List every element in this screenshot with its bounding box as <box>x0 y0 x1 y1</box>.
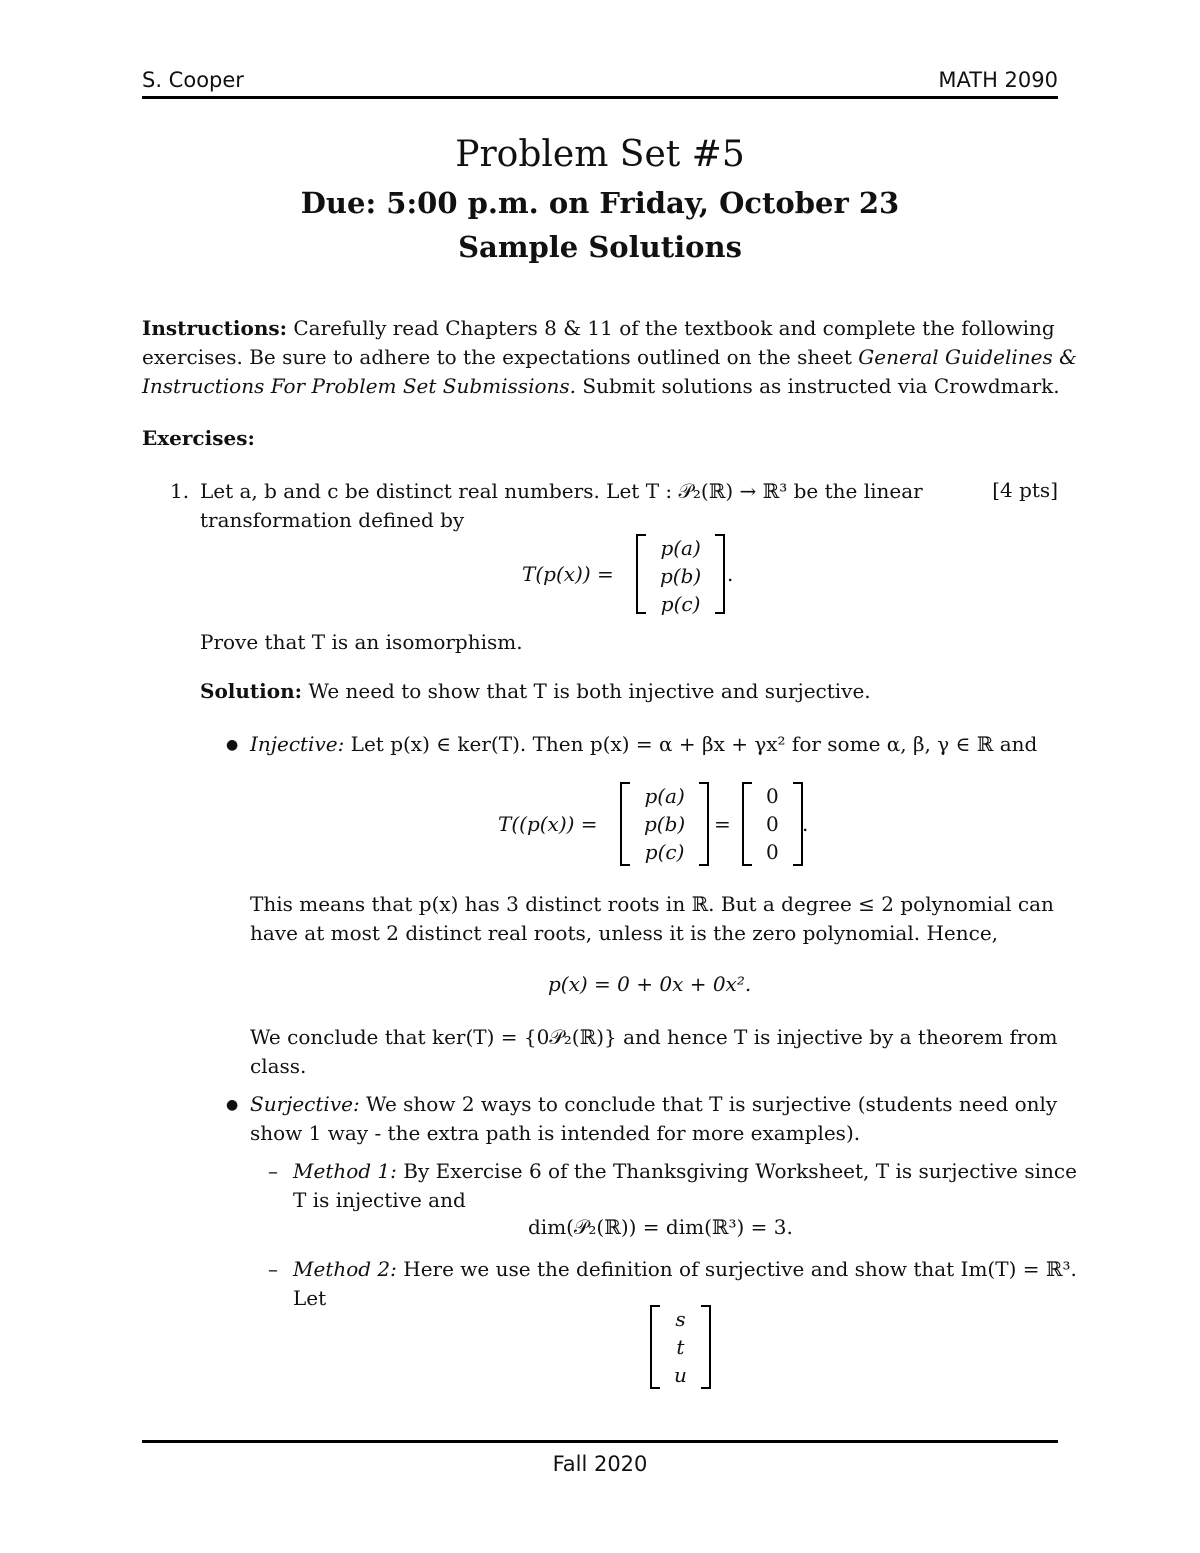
due-date: Due: 5:00 p.m. on Friday, October 23 <box>300 186 900 220</box>
surjective-label: Surjective: <box>250 1092 360 1116</box>
page-subtitle: Sample Solutions <box>458 230 742 264</box>
eq2-zero-vector <box>742 782 803 866</box>
method2-text-1: Here we use the definition of surjective and show that Im(T) = ℝ³. <box>396 1257 1077 1281</box>
page-title: Problem Set #5 <box>455 134 745 175</box>
conclude-text-1: We conclude that ker(T) = {0𝒫₂(ℝ)} and hence T is injective by a theorem from <box>250 1025 1058 1049</box>
injective-text: Let p(x) ∈ ker(T). Then p(x) = α + βx + γx² for some α, β, γ ∈ ℝ and <box>344 732 1038 756</box>
method1-text-1: By Exercise 6 of the Thanksgiving Worksheet, T is surjective since <box>396 1159 1077 1183</box>
right-bracket <box>699 782 709 866</box>
conclude-text-2: class. <box>250 1054 307 1078</box>
exercises-heading: Exercises: <box>142 426 255 450</box>
dimension-equation: dim(𝒫₂(ℝ)) = dim(ℝ³) = 3. <box>528 1215 793 1239</box>
vector-entry: p(a) <box>644 784 685 808</box>
injective-label: Injective: <box>250 732 345 756</box>
method1-label: Method 1: <box>293 1159 397 1183</box>
vector-entry: p(a) <box>660 536 701 560</box>
vector-entry: p(c) <box>660 592 701 616</box>
left-bracket <box>620 782 630 866</box>
vector-entry: 0 <box>766 784 779 808</box>
roots-text-2: have at most 2 distinct real roots, unless it is the zero polynomial. Hence, <box>250 921 999 945</box>
prove-statement: Prove that T is an isomorphism. <box>200 630 523 654</box>
bullet-icon: ● <box>226 1097 239 1113</box>
method1-text-2: T is injective and <box>293 1188 466 1212</box>
eq2-equals: = <box>714 812 731 836</box>
vector-entry: s <box>675 1307 686 1331</box>
method2-label: Method 2: <box>293 1257 397 1281</box>
header-rule <box>142 96 1058 99</box>
solution-intro <box>200 677 871 706</box>
vector-entry: p(b) <box>660 564 702 588</box>
header-author: S. Cooper <box>142 68 244 92</box>
footer-rule <box>142 1440 1058 1443</box>
vector-entry: t <box>676 1335 685 1359</box>
surjective-line-1 <box>250 1090 1057 1119</box>
stu-vector <box>650 1305 711 1389</box>
roots-text-1: This means that p(x) has 3 distinct roots in ℝ. But a degree ≤ 2 polynomial can <box>250 892 1054 916</box>
dash-icon: – <box>268 1159 278 1183</box>
instructions <box>142 314 1077 401</box>
vector-entry: 0 <box>766 812 779 836</box>
left-bracket <box>742 782 752 866</box>
eq1-vector <box>636 534 725 614</box>
method1-line-1 <box>293 1157 1077 1186</box>
eq2-vector <box>620 782 709 866</box>
injective-line <box>250 730 1037 759</box>
surjective-text-2: show 1 way - the extra path is intended for more examples). <box>250 1121 861 1145</box>
eq2-lhs: T((p(x)) = <box>498 812 598 836</box>
right-bracket <box>701 1305 711 1389</box>
header-course: MATH 2090 <box>938 68 1058 92</box>
vector-entry: 0 <box>766 840 779 864</box>
right-bracket <box>715 534 725 614</box>
left-bracket <box>636 534 646 614</box>
footer-term: Fall 2020 <box>552 1452 648 1476</box>
guidelines-ref-a: General Guidelines & <box>858 345 1077 369</box>
method2-line-1 <box>293 1255 1077 1284</box>
guidelines-ref-b: Instructions For Problem Set Submissions. <box>142 374 577 398</box>
vector-entry: p(c) <box>644 840 685 864</box>
eq2-period: . <box>802 812 809 836</box>
instructions-label: Instructions: <box>142 316 288 340</box>
method2-text-2: Let <box>293 1286 327 1310</box>
vector-entry: p(b) <box>644 812 686 836</box>
problem-text-1: Let a, b and c be distinct real numbers. Let T : 𝒫₂(ℝ) → ℝ³ be the linear <box>200 479 923 503</box>
instructions-text-3: Submit solutions as instructed via Crowdmark. <box>576 374 1060 398</box>
problem-points: [4 pts] <box>992 478 1058 502</box>
dash-icon: – <box>268 1257 278 1281</box>
problem-number: 1. <box>170 479 190 503</box>
bullet-icon: ● <box>226 737 239 753</box>
problem-text-2: transformation defined by <box>200 508 465 532</box>
eq1-period: . <box>727 562 734 586</box>
solution-intro-text: We need to show that T is both injective and surjective. <box>302 679 871 703</box>
zero-polynomial: p(x) = 0 + 0x + 0x². <box>548 972 752 996</box>
solution-label: Solution: <box>200 679 303 703</box>
instructions-text-2: exercises. Be sure to adhere to the expectations outlined on the sheet <box>142 345 859 369</box>
instructions-text-1: Carefully read Chapters 8 & 11 of the textbook and complete the following <box>287 316 1055 340</box>
left-bracket <box>650 1305 660 1389</box>
surjective-text-1: We show 2 ways to conclude that T is surjective (students need only <box>359 1092 1058 1116</box>
vector-entry: u <box>674 1363 687 1387</box>
eq1-lhs: T(p(x)) = <box>522 562 614 586</box>
